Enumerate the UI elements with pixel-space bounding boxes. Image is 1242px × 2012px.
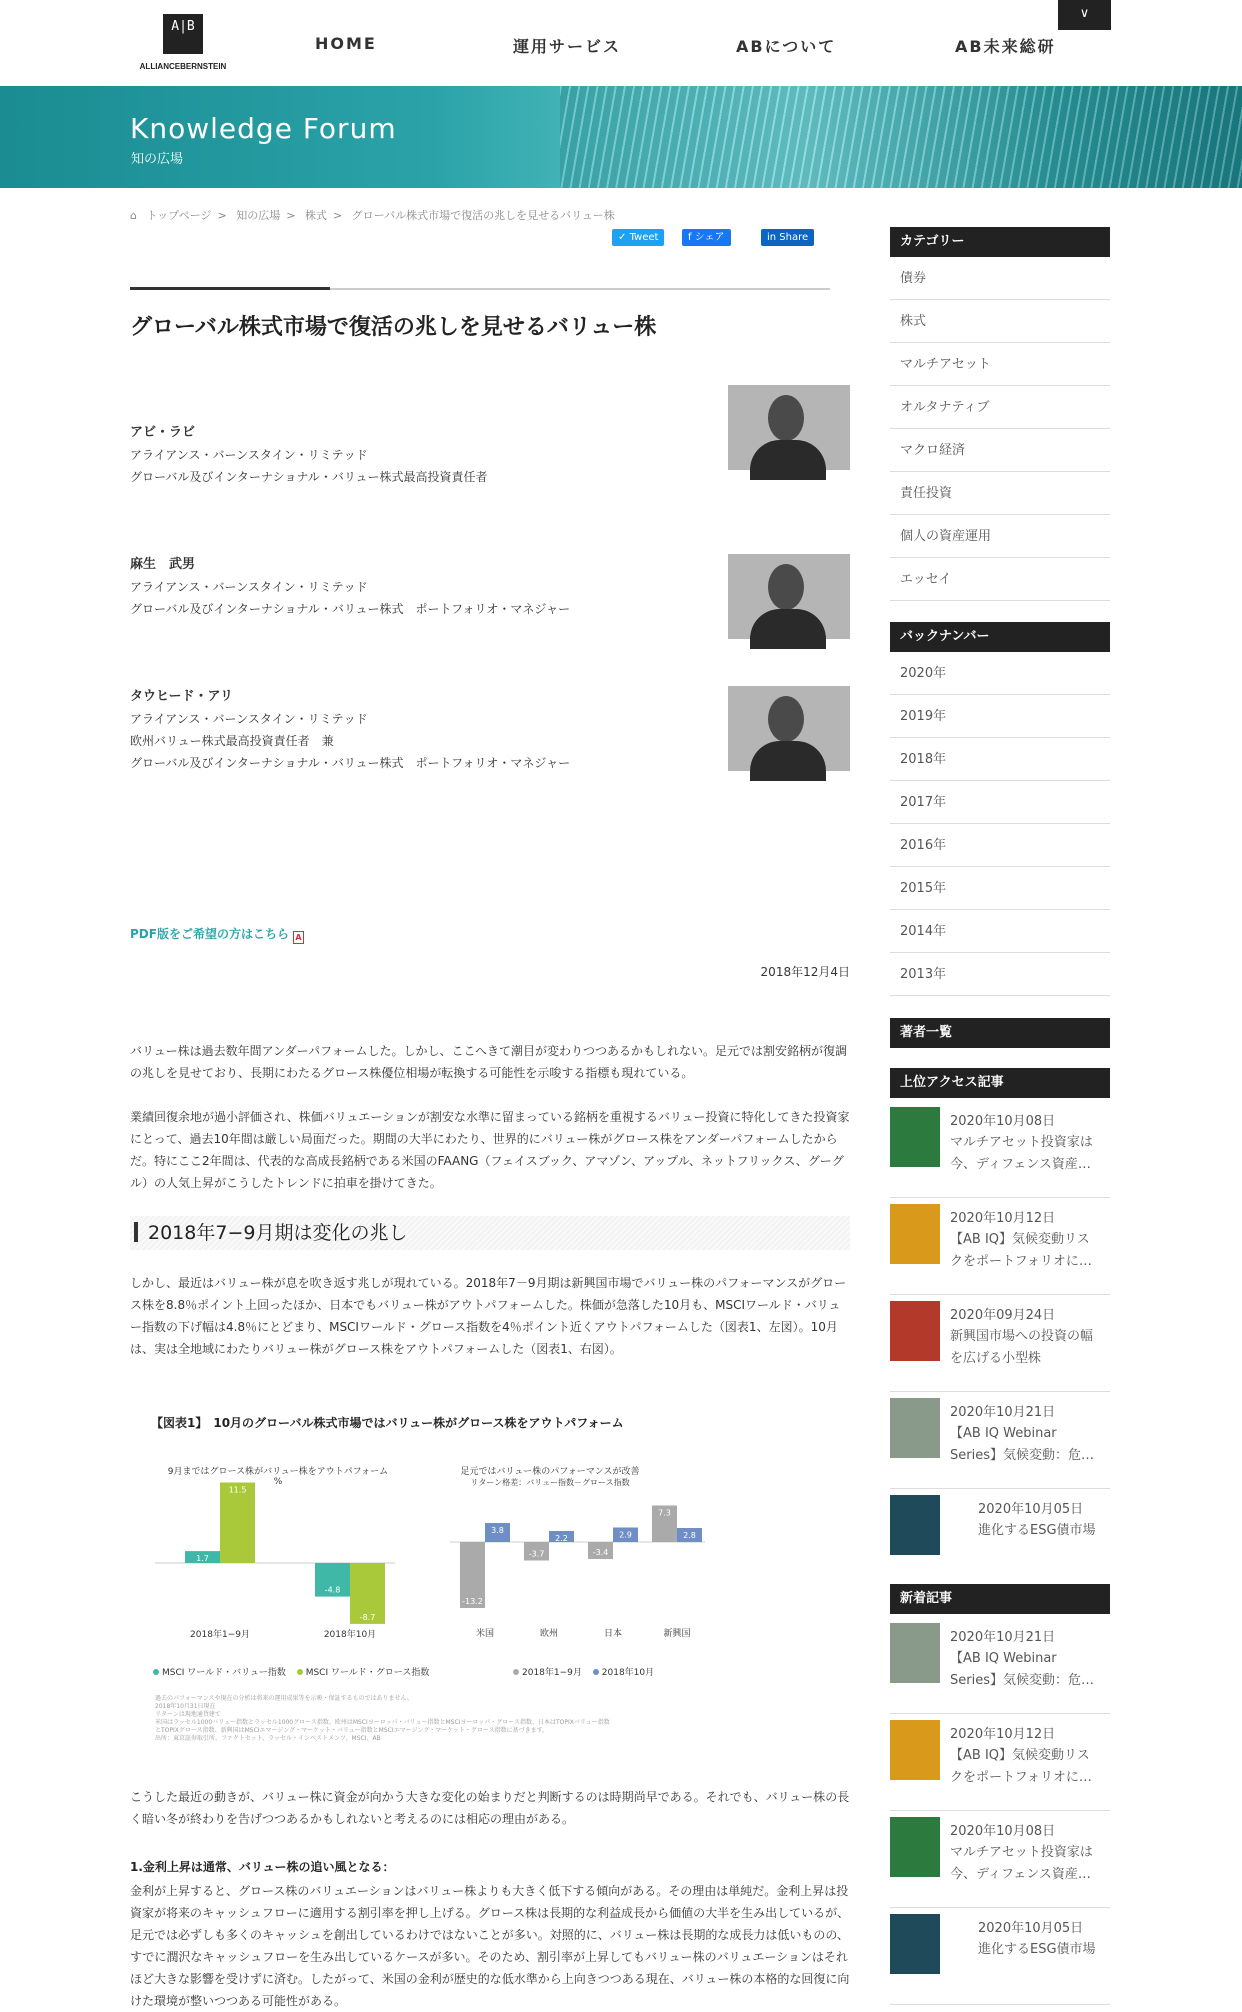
category-item[interactable]: 個人の資産運用	[890, 515, 1110, 558]
nav-about[interactable]: ABについて	[736, 37, 837, 56]
backnumber-item[interactable]: 2019年	[890, 695, 1110, 738]
legend-label: MSCI ワールド・グロース指数	[305, 1668, 430, 1678]
article-date: 2020年09月24日	[950, 1308, 1056, 1323]
author-role: 欧州バリュー株式最高投資責任者 兼	[130, 734, 334, 748]
article-link[interactable]	[890, 1618, 1110, 1714]
double-chevron-down-icon: ∨	[1079, 6, 1090, 21]
article-paragraph: バリュー株は過去数年間アンダーパフォームした。しかし、ここへきて潮目が変わりつつあるかもしれない。足元では割安銘柄が復調の兆しを見せており、長期にわたるグロース株優位相場が転換する可能性を示唆する指標も現れている。	[130, 1044, 848, 1080]
article-title-link: マルチアセット投資家は今、ディフェンス資産…	[950, 1845, 1093, 1882]
breadcrumb-stocks[interactable]: 株式	[304, 209, 327, 222]
data-label: 2.8	[683, 1531, 696, 1540]
category-label: 欧州	[539, 1629, 559, 1639]
article-paragraph: こうした最近の動きが、バリュー株に資金が向かう大きな変化の始まりだと判断するのは時期尚早である。それでも、バリュー株の長く暗い冬が終わりを告げつつあるかもしれないと考えるのには相応の理由がある。	[130, 1790, 850, 1826]
breadcrumb-separator: >	[286, 209, 296, 222]
legend-label: 2018年10月	[601, 1668, 655, 1678]
linkedin-share-button[interactable]	[761, 229, 814, 246]
banner-subtitle: 知の広場	[131, 152, 184, 167]
logo-mark: A|B	[163, 14, 203, 54]
data-label: -8.7	[359, 1612, 376, 1622]
article-title-link: 進化するESG債市場	[978, 1942, 1096, 1957]
author-role: グローバル及びインターナショナル・バリュー株式 ポートフォリオ・マネジャー	[130, 756, 571, 770]
data-label: 2.2	[555, 1534, 568, 1543]
data-label: -13.2	[462, 1597, 483, 1606]
article-link[interactable]	[890, 1199, 1110, 1295]
data-label: 7.3	[658, 1508, 671, 1518]
backnumber-item[interactable]: 2014年	[890, 910, 1110, 953]
hero-banner	[0, 86, 1242, 188]
author-role: グローバル及びインターナショナル・バリュー株式最高投資責任者	[130, 470, 488, 484]
data-label: 2.9	[619, 1530, 632, 1540]
category-item[interactable]: 株式	[890, 300, 1110, 343]
figure-title: 【図表1】 10月のグローバル株式市場ではバリュー株がグロース株をアウトパフォーム	[151, 1416, 624, 1430]
breadcrumb	[130, 207, 621, 223]
pdf-download-link[interactable]	[130, 925, 304, 944]
data-label: 3.8	[491, 1526, 504, 1535]
category-label: 日本	[603, 1629, 623, 1639]
breadcrumb-top[interactable]: トップページ	[146, 209, 212, 222]
article-title-link: 新興国市場への投資の幅を広げる小型株	[950, 1329, 1094, 1366]
author-photo	[728, 385, 850, 470]
breadcrumb-separator: >	[217, 209, 227, 222]
legend-swatch	[513, 1669, 519, 1675]
article-paragraph: 業績回復余地が過小評価され、株価バリュエーションが割安な水準に留まっている銘柄を重視するバリュー投資に特化してきた投資家にとって、過去10年間は厳しい局面だった。期間の大半にわたり、世界的にバリュー株がグロース株をアンダーパフォームしたからだ。特にここ2年間は、代表的な高成長銘柄である米国のFAANG（フェイスブック、アマゾン、アップル、ネットフリックス、グーグル）の人気上昇がこうしたトレンドに拍車を掛けてきた。	[130, 1110, 850, 1190]
article-title-link: 【AB IQ Webinar Series】気候変動：危…	[950, 1426, 1094, 1463]
author-affiliation: アライアンス・バーンスタイン・リミテッド	[130, 580, 368, 594]
building-image	[560, 86, 1242, 188]
left-chart-legend	[145, 1665, 429, 1678]
backnumber-item[interactable]: 2015年	[890, 867, 1110, 910]
new-articles-list	[890, 1584, 1110, 2000]
breadcrumb-forum[interactable]: 知の広場	[236, 209, 281, 222]
category-label: 2018年1−9月	[190, 1630, 250, 1640]
legend-swatch	[593, 1669, 599, 1675]
nav-research[interactable]: AB未来総研	[955, 37, 1056, 56]
section-heading	[130, 1216, 850, 1250]
backnumber-item[interactable]: 2020年	[890, 652, 1110, 695]
backnumber-item[interactable]: 2016年	[890, 824, 1110, 867]
article-thumbnail	[890, 1301, 940, 1361]
alliancebernstein-logo[interactable]	[130, 14, 236, 76]
article-thumbnail	[890, 1398, 940, 1458]
home-icon: ⌂	[130, 209, 137, 222]
right-chart-subtitle: リターン格差：バリュー指数－グロース指数	[470, 1478, 630, 1487]
article-thumbnail	[890, 1914, 940, 1974]
article-date: 2020年10月08日	[950, 1114, 1056, 1129]
breadcrumb-separator: >	[332, 209, 343, 222]
menu-toggle-button[interactable]	[1058, 0, 1111, 30]
category-label: 2018年10月	[323, 1630, 377, 1640]
article-link[interactable]	[890, 1296, 1110, 1392]
article-link[interactable]	[890, 1715, 1110, 1811]
article-date: 2020年10月21日	[950, 1630, 1056, 1645]
author-photo	[728, 686, 850, 771]
legend-swatch	[297, 1669, 303, 1675]
author-role: グローバル及びインターナショナル・バリュー株式 ポートフォリオ・マネジャー	[130, 602, 571, 616]
tweet-button[interactable]	[612, 229, 664, 246]
article-date: 2020年10月12日	[950, 1727, 1056, 1742]
article-title-link: 【AB IQ】気候変動リスクをポートフォリオに…	[950, 1748, 1092, 1785]
figure-1	[145, 1410, 705, 1760]
article-date: 2020年10月21日	[950, 1405, 1056, 1420]
top-access-heading: 上位アクセス記事	[890, 1068, 1110, 1098]
article-thumbnail	[890, 1107, 940, 1167]
top-access-list	[890, 1068, 1110, 1538]
article-link[interactable]	[890, 1812, 1110, 1908]
legend-swatch	[153, 1669, 159, 1675]
new-articles-heading: 新着記事	[890, 1584, 1110, 1614]
site-header	[0, 0, 1242, 88]
article-thumbnail	[890, 1495, 940, 1555]
data-label: -3.7	[528, 1549, 545, 1559]
pdf-link-label: PDF版をご希望の方はこちら	[130, 927, 289, 941]
nav-home[interactable]: HOME	[315, 34, 377, 53]
twitter-icon: ✓	[618, 232, 630, 243]
heading-bar	[134, 1222, 138, 1242]
pdf-icon: A	[293, 931, 304, 944]
nav-services[interactable]: 運用サービス	[513, 37, 622, 56]
category-item[interactable]: エッセイ	[890, 558, 1110, 601]
article-thumbnail	[890, 1720, 940, 1780]
left-chart-title-text: 9月まではグロース株がバリュー株をアウトパフォーム	[167, 1467, 389, 1477]
backnumber-item[interactable]: 2018年	[890, 738, 1110, 781]
category-item[interactable]: 責任投資	[890, 472, 1110, 515]
article-title-link: マルチアセット投資家は今、ディフェンス資産…	[950, 1135, 1093, 1172]
article-title-link: 進化するESG債市場	[978, 1523, 1096, 1538]
logo-text: ALLIANCEBERNSTEIN	[139, 62, 227, 71]
author-affiliation: アライアンス・バーンスタイン・リミテッド	[130, 712, 368, 726]
article-paragraph: 金利が上昇すると、グロース株のバリュエーションはバリュー株よりも大きく低下する傾向がある。その理由は単純だ。金利上昇は投資家が将来のキャッシュフローに適用する割引率を押し上げる。グロース株は長期的な利益成長から価値の大半を生み出しているが、足元では必ずしも多くのキャッシュを創出しているわけではないことが多い。対照的に、バリュー株は長期的な成長力は低いものの、すでに潤沢なキャッシュフローを生み出しているケースが多い。そのため、割引率が上昇してもバリュー株のバリュエーションはそれほど大きな影響を受けずに済む。したがって、米国の金利が歴史的な低水準から上向きつつある現在、バリュー株の本格的な回復に向けた環境が整いつつある可能性がある。	[130, 1884, 850, 2008]
authors-menu	[890, 1018, 1110, 1048]
category-menu	[890, 227, 1110, 601]
author-affiliation: アライアンス・バーンスタイン・リミテッド	[130, 448, 368, 462]
publish-date: 2018年12月4日	[760, 965, 850, 979]
article-link[interactable]	[890, 1490, 1110, 1586]
author-name: タウヒード・アリ	[130, 689, 233, 704]
category-heading: カテゴリー	[890, 227, 1110, 257]
figure-note: リターンは現地通貨建て	[155, 1711, 221, 1718]
right-chart-title-text: 足元ではバリュー株のパフォーマンスが改善	[460, 1467, 640, 1477]
linkedin-icon: in	[767, 232, 780, 243]
backnumber-heading: バックナンバー	[890, 622, 1110, 652]
data-label: -4.8	[324, 1585, 341, 1595]
category-item[interactable]: オルタナティブ	[890, 386, 1110, 429]
article-link[interactable]	[890, 1393, 1110, 1489]
data-label: 1.7	[196, 1554, 209, 1564]
left-chart-unit: %	[273, 1477, 283, 1487]
author-name: アビ・ラビ	[130, 425, 196, 440]
figure-note: 出所：東京証券取引所、ファクトセット、ラッセル・インベストメンツ、MSCI、AB	[155, 1735, 381, 1742]
legend-label: MSCI ワールド・バリュー指数	[162, 1668, 286, 1678]
banner-title: Knowledge Forum	[130, 112, 397, 145]
figure-note: 過去のパフォーマンスや現在の分析は将来の運用成果等を示唆・保証するものではありません。	[155, 1695, 413, 1702]
point-heading: 1.金利上昇は通常、バリュー株の追い風となる：	[130, 1860, 395, 1874]
author-name: 麻生 武男	[130, 557, 196, 572]
article-paragraph: しかし、最近はバリュー株が息を吹き返す兆しが現れている。2018年7－9月期は新興国市場でバリュー株のパフォーマンスがグロース株を8.8％ポイント上回ったほか、日本でもバリュー株がアウトパフォームした。株価が急落した10月も、MSCIワールド・バリュー指数の下げ幅は4.8％にとどまり、MSCIワールド・グロース指数を4％ポイント近くアウトパフォームした（図表1、左図）。10月は、実は全地域にわたりバリュー株がグロース株をアウトパフォームした（図表1、右図）。	[130, 1276, 847, 1356]
article-date: 2020年10月05日	[978, 1921, 1084, 1936]
tweet-label: Tweet	[629, 232, 659, 243]
facebook-icon: f	[688, 232, 695, 243]
linkedin-label: Share	[779, 232, 809, 243]
article-date: 2020年10月08日	[950, 1824, 1056, 1839]
category-item[interactable]: マルチアセット	[890, 343, 1110, 386]
category-label: 新興国	[663, 1629, 691, 1639]
backnumber-item[interactable]: 2017年	[890, 781, 1110, 824]
section-heading-text: 2018年7−9月期は変化の兆し	[148, 1222, 408, 1244]
author-photo	[728, 554, 850, 639]
article-thumbnail	[890, 1817, 940, 1877]
data-label: -3.4	[592, 1548, 609, 1557]
article-link[interactable]	[890, 1102, 1110, 1198]
facebook-label: シェア	[694, 232, 725, 243]
article-date: 2020年10月12日	[950, 1211, 1056, 1226]
article-thumbnail	[890, 1204, 940, 1264]
backnumber-item[interactable]: 2013年	[890, 953, 1110, 996]
legend-label: 2018年1−9月	[522, 1668, 582, 1678]
category-label: 米国	[475, 1629, 495, 1639]
backnumber-menu	[890, 622, 1110, 996]
figure-note: とTOPIXグロース指数、新興国はMSCIエマージング・マーケット・バリュー指数とMSCIエマージング・マーケット・グロース指数に基づきます。	[155, 1727, 549, 1734]
author-block	[130, 686, 570, 774]
author-block	[130, 554, 570, 620]
figure-notes	[155, 1695, 715, 1743]
article-title-link: 【AB IQ Webinar Series】気候変動：危…	[950, 1651, 1094, 1688]
breadcrumb-current: グローバル株式市場で復活の兆しを見せるバリュー株	[351, 209, 615, 222]
right-bar-chart	[145, 1410, 705, 1670]
category-item[interactable]: 債券	[890, 257, 1110, 300]
data-label: 11.5	[228, 1485, 247, 1495]
authors-heading[interactable]: 著者一覧	[890, 1018, 1110, 1048]
article-title: グローバル株式市場で復活の兆しを見せるバリュー株	[130, 315, 657, 340]
author-block	[130, 422, 487, 488]
facebook-share-button[interactable]	[682, 229, 731, 246]
figure-note: 米国はラッセル1000バリュー指数とラッセル1000グロース指数、欧州はMSCIヨーロッパ・バリュー指数とMSCIヨーロッパ・グロース指数、日本はTOPIXバリュー指数	[155, 1719, 610, 1726]
title-divider-accent	[130, 287, 330, 290]
article-date: 2020年10月05日	[978, 1502, 1084, 1517]
article-title-link: 【AB IQ】気候変動リスクをポートフォリオに…	[950, 1232, 1092, 1269]
article-thumbnail	[890, 1623, 940, 1683]
figure-note: 2018年10月31日現在	[155, 1703, 216, 1710]
article-link[interactable]	[890, 1909, 1110, 2005]
right-chart-legend	[505, 1665, 654, 1678]
category-item[interactable]: マクロ経済	[890, 429, 1110, 472]
